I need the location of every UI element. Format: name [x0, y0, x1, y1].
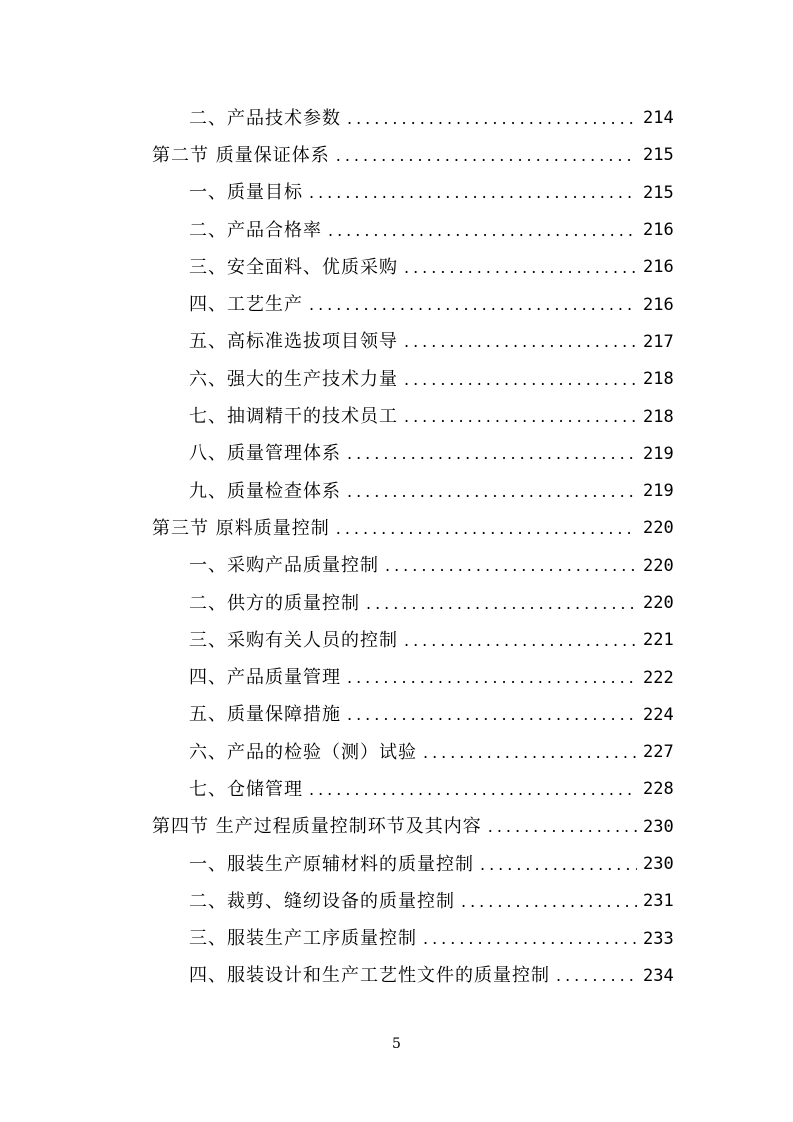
toc-entry-line [189, 184, 793, 202]
page-number: 5 [392, 1036, 401, 1052]
toc-entry-label: 四、服装设计和生产工艺性文件的质量控制 [189, 965, 550, 987]
toc-dot-leader [347, 111, 637, 127]
toc-entry-label: 一、质量目标 [189, 182, 303, 204]
toc-dot-leader [309, 782, 637, 798]
toc-entry-line [189, 557, 793, 575]
toc-entry-line [152, 144, 793, 166]
toc-entry-label: 第三节 原料质量控制 [152, 517, 330, 539]
toc-entry-line [189, 741, 793, 763]
toc-entry-line [189, 853, 793, 875]
toc-dot-leader [423, 931, 637, 947]
toc-entry-label: 六、强大的生产技术力量 [189, 368, 398, 390]
toc-entry-label: 八、质量管理体系 [189, 443, 341, 465]
toc-dot-leader [423, 745, 637, 761]
toc-dot-leader [488, 819, 637, 835]
toc-entry-label: 三、服装生产工序质量控制 [189, 928, 417, 950]
toc-entry-page: 214 [643, 108, 674, 129]
toc-entry-label: 三、安全面料、优质采购 [189, 256, 398, 278]
toc-entry[interactable] [0, 137, 793, 174]
toc-entry[interactable] [0, 622, 793, 659]
toc-entry-label: 三、采购有关人员的控制 [189, 629, 398, 651]
toc-entry-label: 九、质量检查体系 [189, 480, 341, 502]
toc-entry[interactable] [0, 921, 793, 958]
toc-dot-leader [461, 894, 637, 910]
toc-entry[interactable] [0, 361, 793, 398]
toc-entry-page: 216 [643, 294, 674, 315]
toc-dot-leader [336, 148, 637, 164]
toc-entry-line [189, 408, 793, 426]
toc-entry-line [189, 890, 793, 912]
toc-entry[interactable] [0, 286, 793, 323]
toc-entry[interactable] [0, 958, 793, 995]
toc-entry-label: 四、工艺生产 [189, 294, 303, 316]
toc-entry[interactable] [0, 249, 793, 286]
toc-entry[interactable] [0, 846, 793, 883]
toc-dot-leader [347, 670, 637, 686]
toc-entry-label: 五、高标准选拔项目领导 [189, 331, 398, 353]
toc-entry-line [189, 445, 793, 463]
toc-dot-leader [480, 857, 637, 873]
toc-entry-label: 四、产品质量管理 [189, 667, 341, 689]
table-of-contents [0, 100, 793, 995]
toc-entry-page: 222 [643, 667, 674, 688]
toc-entry-line [189, 706, 793, 724]
toc-entry[interactable] [0, 473, 793, 510]
toc-dot-leader [404, 633, 637, 649]
toc-entry-label: 二、产品技术参数 [189, 107, 341, 129]
toc-entry[interactable] [0, 212, 793, 249]
toc-entry-label: 二、裁剪、缝纫设备的质量控制 [189, 890, 455, 912]
toc-entry-page: 221 [643, 630, 674, 651]
toc-entry-label: 六、产品的检验（测）试验 [189, 741, 417, 763]
toc-entry[interactable] [0, 398, 793, 435]
toc-dot-leader [347, 484, 637, 500]
toc-dot-leader [366, 596, 637, 612]
toc-entry[interactable] [0, 585, 793, 622]
toc-dot-leader [404, 372, 637, 388]
toc-entry[interactable] [0, 100, 793, 137]
toc-entry-label: 二、供方的质量控制 [189, 592, 360, 614]
toc-entry-page: 216 [643, 257, 674, 278]
toc-entry-page: 224 [643, 704, 674, 725]
toc-entry-label: 第二节 质量保证体系 [152, 144, 330, 166]
toc-entry-label: 二、产品合格率 [189, 219, 322, 241]
toc-dot-leader [309, 297, 637, 313]
toc-entry-label: 五、质量保障措施 [189, 704, 341, 726]
toc-entry-label: 七、抽调精干的技术员工 [189, 406, 398, 428]
toc-entry[interactable] [0, 771, 793, 808]
toc-entry-line [189, 778, 793, 800]
toc-entry-label: 第四节 生产过程质量控制环节及其内容 [152, 816, 482, 838]
toc-entry-line [152, 818, 793, 836]
toc-entry-page: 227 [643, 742, 674, 763]
toc-entry[interactable] [0, 510, 793, 547]
toc-entry[interactable] [0, 436, 793, 473]
toc-entry-page: 219 [643, 443, 674, 464]
toc-dot-leader [404, 334, 637, 350]
toc-entry-page: 215 [643, 145, 674, 166]
toc-entry-page: 233 [643, 928, 674, 949]
toc-entry-page: 220 [643, 555, 674, 576]
toc-entry-line [189, 930, 793, 948]
toc-entry-line [189, 592, 793, 614]
toc-entry-line [189, 333, 793, 351]
toc-entry-line [189, 219, 793, 241]
toc-entry[interactable] [0, 659, 793, 696]
toc-dot-leader [328, 223, 637, 239]
toc-entry-line [189, 368, 793, 390]
toc-entry-page: 218 [643, 406, 674, 427]
toc-dot-leader [404, 260, 637, 276]
toc-dot-leader [385, 558, 637, 574]
toc-entry-line [189, 629, 793, 651]
toc-entry[interactable] [0, 697, 793, 734]
toc-dot-leader [336, 521, 637, 537]
toc-dot-leader [347, 707, 637, 723]
toc-entry-line [189, 256, 793, 278]
toc-entry-page: 216 [643, 220, 674, 241]
toc-entry-page: 230 [643, 816, 674, 837]
toc-entry-page: 217 [643, 331, 674, 352]
toc-dot-leader [404, 409, 637, 425]
toc-entry[interactable] [0, 548, 793, 585]
toc-entry-line [189, 480, 793, 502]
toc-entry-line [189, 669, 793, 687]
toc-entry-page: 215 [643, 182, 674, 203]
toc-dot-leader [347, 446, 637, 462]
toc-entry-line [189, 107, 793, 129]
toc-entry-line [189, 967, 793, 985]
toc-entry-label: 一、采购产品质量控制 [189, 555, 379, 577]
toc-entry[interactable] [0, 175, 793, 212]
toc-dot-leader [556, 968, 637, 984]
toc-entry[interactable] [0, 324, 793, 361]
toc-entry-page: 231 [643, 891, 674, 912]
toc-entry-label: 七、仓储管理 [189, 778, 303, 800]
toc-entry-page: 219 [643, 481, 674, 502]
toc-entry-page: 230 [643, 854, 674, 875]
toc-entry[interactable] [0, 809, 793, 846]
toc-entry-page: 220 [643, 593, 674, 613]
toc-entry-page: 234 [643, 965, 674, 986]
toc-entry[interactable] [0, 883, 793, 920]
toc-entry-page: 218 [643, 369, 674, 390]
toc-dot-leader [309, 185, 637, 201]
toc-entry-label: 一、服装生产原辅材料的质量控制 [189, 853, 474, 875]
toc-entry-line [152, 517, 793, 539]
toc-entry-page: 228 [643, 779, 674, 800]
toc-entry-line [189, 296, 793, 314]
toc-entry[interactable] [0, 734, 793, 771]
toc-entry-page: 220 [643, 518, 674, 539]
